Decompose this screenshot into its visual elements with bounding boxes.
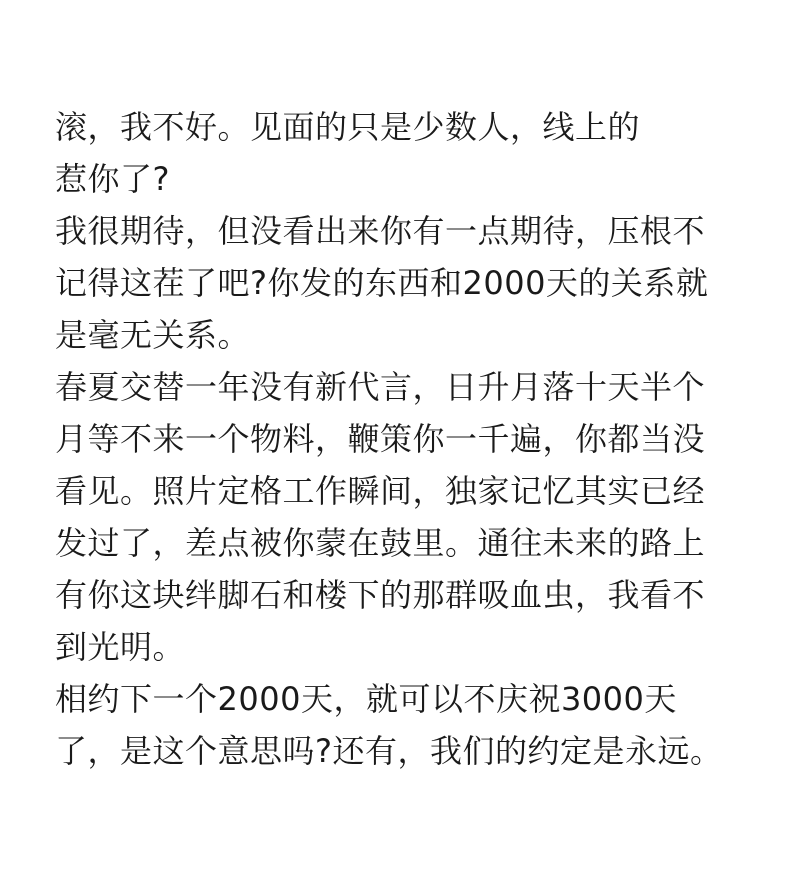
text-line: 春夏交替一年没有新代言，日升月落十天半个	[55, 368, 706, 406]
text-line: 是毫无关系。	[55, 316, 251, 354]
text-line: 相约下一个2000天，就可以不庆祝3000天	[55, 680, 677, 718]
text-line: 惹你了?	[55, 160, 170, 198]
text-line: 看见。照片定格工作瞬间，独家记忆其实已经	[55, 472, 706, 510]
text-line: 月等不来一个物料，鞭策你一千遍，你都当没	[55, 420, 706, 458]
post-text	[55, 101, 795, 777]
text-line: 记得这茬了吧?你发的东西和2000天的关系就	[55, 264, 709, 302]
text-line: 滚，我不好。见面的只是少数人，线上的	[55, 108, 641, 146]
text-line: 发过了，差点被你蒙在鼓里。通往未来的路上	[55, 524, 706, 562]
text-line: 我很期待，但没看出来你有一点期待，压根不	[55, 212, 706, 250]
text-line: 有你这块绊脚石和楼下的那群吸血虫，我看不	[55, 576, 706, 614]
text-line: 到光明。	[55, 628, 186, 666]
text-line: 了，是这个意思吗?还有，我们的约定是永远。	[55, 732, 723, 770]
